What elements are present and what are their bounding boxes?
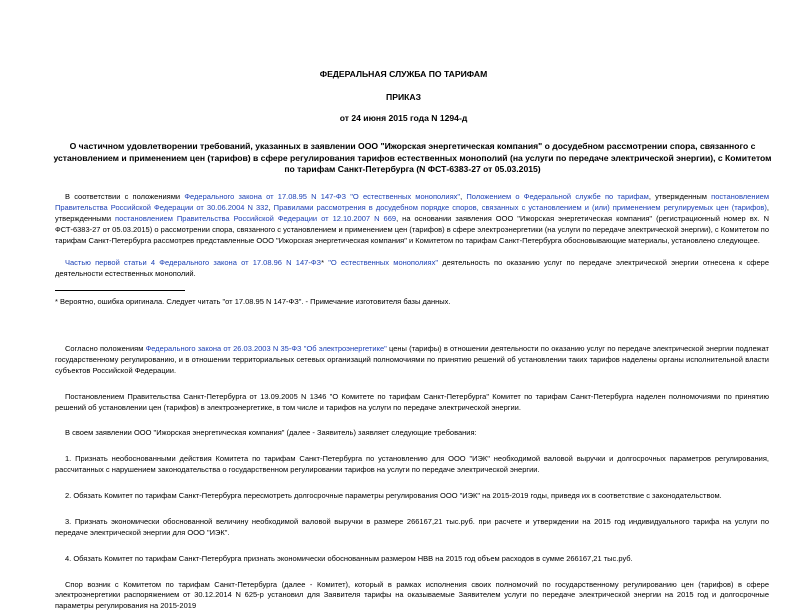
paragraph-electricity-law <box>55 344 769 377</box>
link-law-35fz[interactable]: Федерального закона от 26.03.2003 N 35-ФЗ "Об электроэнергетике" <box>146 344 387 353</box>
agency-heading: ФЕДЕРАЛЬНАЯ СЛУЖБА ПО ТАРИФАМ <box>0 69 807 81</box>
link-gov-decree-669[interactable]: постановлением Правительства Российской Федерации от 12.10.2007 N 669 <box>115 214 396 223</box>
paragraph-claim-4: 4. Обязать Комитет по тарифам Санкт-Петербурга признать экономически обоснованным размером НВВ на 2015 год объем расходов в сумме 266167,21 тыс.руб. <box>55 554 769 565</box>
spacer <box>55 413 769 428</box>
paragraph-claims-intro: В своем заявлении ООО "Ижорская энергетическая компания" (далее - Заявитель) заявляет следующие требования: <box>55 428 769 439</box>
text-span: , на основании заявления ООО "Ижорская энергетическая компания" (регистрационный номер вх. N ФСТ-6383-27 от 05.03.2015) о рассмотрении спора, связанного с установлением и применением цен (тарифов) в сфере электроэнергетики (на услуги по передаче электрической энергии), с Комитетом по тарифам Санкт-Петербурга рассмотрев представленные ООО "Ижорская энергетическая компания" и Комитетом по тарифам Санкт-Петербурга обосновывающие материалы, установлено следующее. <box>55 214 769 245</box>
link-article-4[interactable]: Частью первой статьи 4 Федерального закона от 17.08.96 N 147-ФЗ <box>65 258 321 267</box>
paragraph-claim-2: 2. Обязать Комитет по тарифам Санкт-Петербурга пересмотреть долгосрочные параметры регулирования ООО "ИЭК" на 2015-2019 годы, приведя их в соответствие с законодательством. <box>55 491 769 502</box>
document-date-heading: от 24 июня 2015 года N 1294-д <box>0 113 807 125</box>
footnote: * Вероятно, ошибка оригинала. Следует читать "от 17.08.95 N 147-ФЗ". - Примечание изготовителя базы данных. <box>55 297 769 308</box>
spacer <box>55 565 769 580</box>
footnote-divider <box>55 290 185 291</box>
spacer <box>55 476 769 491</box>
paragraph-claim-3: 3. Признать экономически обоснованной величину необходимой валовой выручки в размере 266167,21 тыс.руб. при расчете и утверждении на 2015 год индивидуального тарифа на услуги по передаче электрической энергии для ООО "ИЭК". <box>55 517 769 539</box>
text-span: цены (тарифы) в отношении деятельности по оказанию услуг по передаче электрической энергии подлежат государственному регулированию, и в отношении территориальных сетевых организаций полномочиями по принятию решений об установлении таких тарифов наделены органы исполнительной власти субъектов Российской Федерации. <box>55 344 769 375</box>
paragraph-spb-decree: Постановлением Правительства Санкт-Петербурга от 13.09.2005 N 1346 "О Комитете по тарифам Санкт-Петербурга" Комитет по тарифам Санкт-Петербурга наделен полномочиями по принятию решений об установлении цен (тарифов) в электроэнергетике, в том числе и тарифов на услуги по передаче электрической энергии. <box>55 392 769 414</box>
text-span: деятельность по оказанию услуг по передаче электрической энергии отнесена к сфере деятельности естественных монополий. <box>55 258 769 278</box>
text-span: В соответствии с положениями <box>65 192 184 201</box>
text-span: * <box>321 258 328 267</box>
text-span: , утвержденным <box>649 192 711 201</box>
spacer <box>55 439 769 454</box>
paragraph-dispute: Спор возник с Комитетом по тарифам Санкт-Петербурга (далее - Комитет), который в рамках исполнения своих полномочий по государственному регулированию цен (тарифов) в сфере электроэнергетики распоряжением от 30.12.2014 N 625-р установил для Заявителя тарифы на оказываемые Заявителем услуги по передаче электрической энергии на 2015 год и долгосрочные параметры регулирования на 2015-2019 <box>55 580 769 612</box>
link-gov-decree-332[interactable]: постановлением Правительства Российской Федерации от 30.06.2004 N 332 <box>55 192 769 212</box>
paragraph-claim-1: 1. Признать необоснованными действия Комитета по тарифам Санкт-Петербурга по установлению для ООО "ИЭК" необходимой валовой выручки и долгосрочных параметров регулирования, рассчитанных с нарушением законодательства о государственном регулировании тарифов на услуги по передаче электрической энергии. <box>55 454 769 476</box>
document-title: О частичном удовлетворении требований, указанных в заявлении ООО "Ижорская энергетическая компания" о досудебном рассмотрении спора, связанного с установлением и применением цен (тарифов) в сфере регулирования тарифов естественных монополий (на услуги по передаче электрической энергии), с Комитетом по тарифам Санкт-Петербурга (N ФСТ-6383-27 от 05.03.2015) <box>48 141 777 176</box>
spacer <box>55 308 769 344</box>
document-body <box>55 192 769 612</box>
link-dispute-rules[interactable]: Правилами рассмотрения в досудебном порядке споров, связанных с установлением и (или) применением регулируемых цен (тарифов) <box>274 203 767 212</box>
spacer <box>55 539 769 554</box>
spacer <box>55 246 769 258</box>
document-type-heading: ПРИКАЗ <box>0 92 807 104</box>
spacer <box>55 502 769 517</box>
text-span: , <box>460 192 466 201</box>
link-law-147fz[interactable]: Федерального закона от 17.08.95 N 147-ФЗ "О естественных монополиях" <box>184 192 460 201</box>
text-span: Согласно положениям <box>65 344 146 353</box>
spacer <box>55 377 769 392</box>
link-fst-regulation[interactable]: Положением о Федеральной службе по тарифам <box>466 192 648 201</box>
text-span: , <box>269 203 274 212</box>
link-natural-monopolies[interactable]: "О естественных монополиях" <box>328 258 438 267</box>
paragraph-legal-basis <box>55 192 769 246</box>
paragraph-natural-monopoly <box>55 258 769 280</box>
text-span: , утвержденными <box>55 203 769 223</box>
